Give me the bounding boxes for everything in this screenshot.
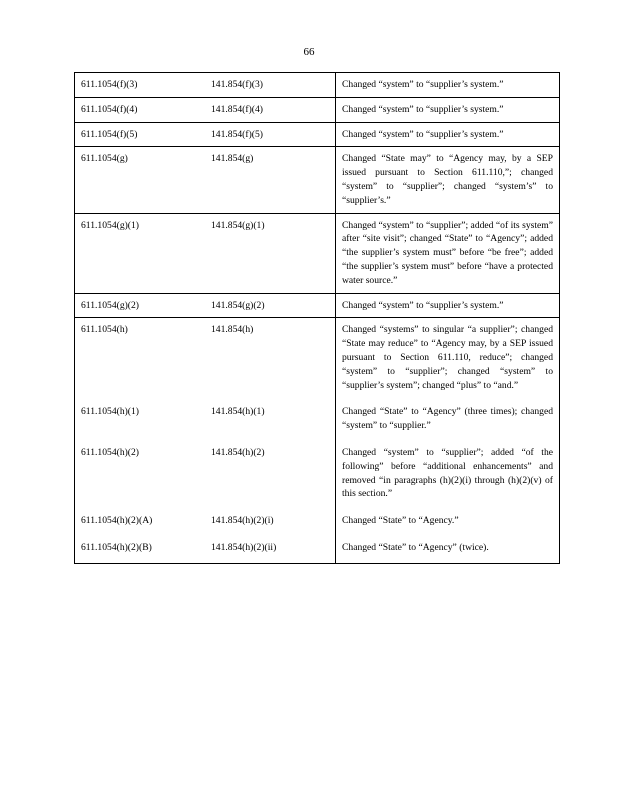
change-description-cell: Changed “system” to “supplier”; added “of its system” after “site visit”; changed “State” to “Agency”; added “the supplier’s system must” before “be free”; added “the supplier’s system must” before “have a protected water source.” xyxy=(336,213,560,293)
table-row xyxy=(75,318,560,400)
change-description-cell: Changed “State” to “Agency.” xyxy=(336,509,560,536)
il-section-cell: 611.1054(f)(5) xyxy=(75,122,206,147)
federal-section-cell: 141.854(g)(1) xyxy=(205,213,336,293)
table-row xyxy=(75,97,560,122)
table-row xyxy=(75,441,560,509)
federal-section-cell: 141.854(h)(2)(ii) xyxy=(205,536,336,563)
table-row xyxy=(75,536,560,563)
federal-section-cell: 141.854(h) xyxy=(205,318,336,400)
change-description-cell: Changed “system” to “supplier’s system.” xyxy=(336,73,560,98)
il-section-cell: 611.1054(g) xyxy=(75,147,206,213)
change-description-cell: Changed “State” to “Agency” (twice). xyxy=(336,536,560,563)
change-description-cell: Changed “system” to “supplier”; added “of the following” before “additional enhancements” and removed “in paragraphs (h)(2)(i) through (h)(2)(v) of this section.” xyxy=(336,441,560,509)
il-section-cell: 611.1054(f)(3) xyxy=(75,73,206,98)
il-section-cell: 611.1054(h)(2) xyxy=(75,441,206,509)
change-description-cell: Changed “system” to “supplier’s system.” xyxy=(336,293,560,318)
table-row xyxy=(75,400,560,441)
il-section-cell: 611.1054(h)(1) xyxy=(75,400,206,441)
change-description-cell: Changed “system” to “supplier’s system.” xyxy=(336,122,560,147)
il-section-cell: 611.1054(h)(2)(A) xyxy=(75,509,206,536)
il-section-cell: 611.1054(g)(1) xyxy=(75,213,206,293)
table-row xyxy=(75,122,560,147)
amendment-table xyxy=(74,72,560,564)
il-section-cell: 611.1054(h)(2)(B) xyxy=(75,536,206,563)
il-section-cell: 611.1054(g)(2) xyxy=(75,293,206,318)
federal-section-cell: 141.854(h)(2) xyxy=(205,441,336,509)
il-section-cell: 611.1054(f)(4) xyxy=(75,97,206,122)
change-description-cell: Changed “system” to “supplier’s system.” xyxy=(336,97,560,122)
federal-section-cell: 141.854(h)(1) xyxy=(205,400,336,441)
federal-section-cell: 141.854(g) xyxy=(205,147,336,213)
federal-section-cell: 141.854(f)(5) xyxy=(205,122,336,147)
table-row xyxy=(75,293,560,318)
federal-section-cell: 141.854(g)(2) xyxy=(205,293,336,318)
table-row xyxy=(75,213,560,293)
federal-section-cell: 141.854(h)(2)(i) xyxy=(205,509,336,536)
federal-section-cell: 141.854(f)(3) xyxy=(205,73,336,98)
table-row xyxy=(75,509,560,536)
table-row xyxy=(75,73,560,98)
table-row xyxy=(75,147,560,213)
change-description-cell: Changed “systems” to singular “a supplier”; changed “State may reduce” to “Agency may, by a SEP issued pursuant to Section 611.110, reduce”; changed “system” to “supplier”; changed “system” to “supplier’s system”; changed “plus” to “and.” xyxy=(336,318,560,400)
page-number: 66 xyxy=(303,46,315,58)
change-description-cell: Changed “State” to “Agency” (three times); changed “system” to “supplier.” xyxy=(336,400,560,441)
change-description-cell: Changed “State may” to “Agency may, by a SEP issued pursuant to Section 611.110,”; changed “system” to “supplier”; changed “system’s” to “supplier’s.” xyxy=(336,147,560,213)
il-section-cell: 611.1054(h) xyxy=(75,318,206,400)
federal-section-cell: 141.854(f)(4) xyxy=(205,97,336,122)
